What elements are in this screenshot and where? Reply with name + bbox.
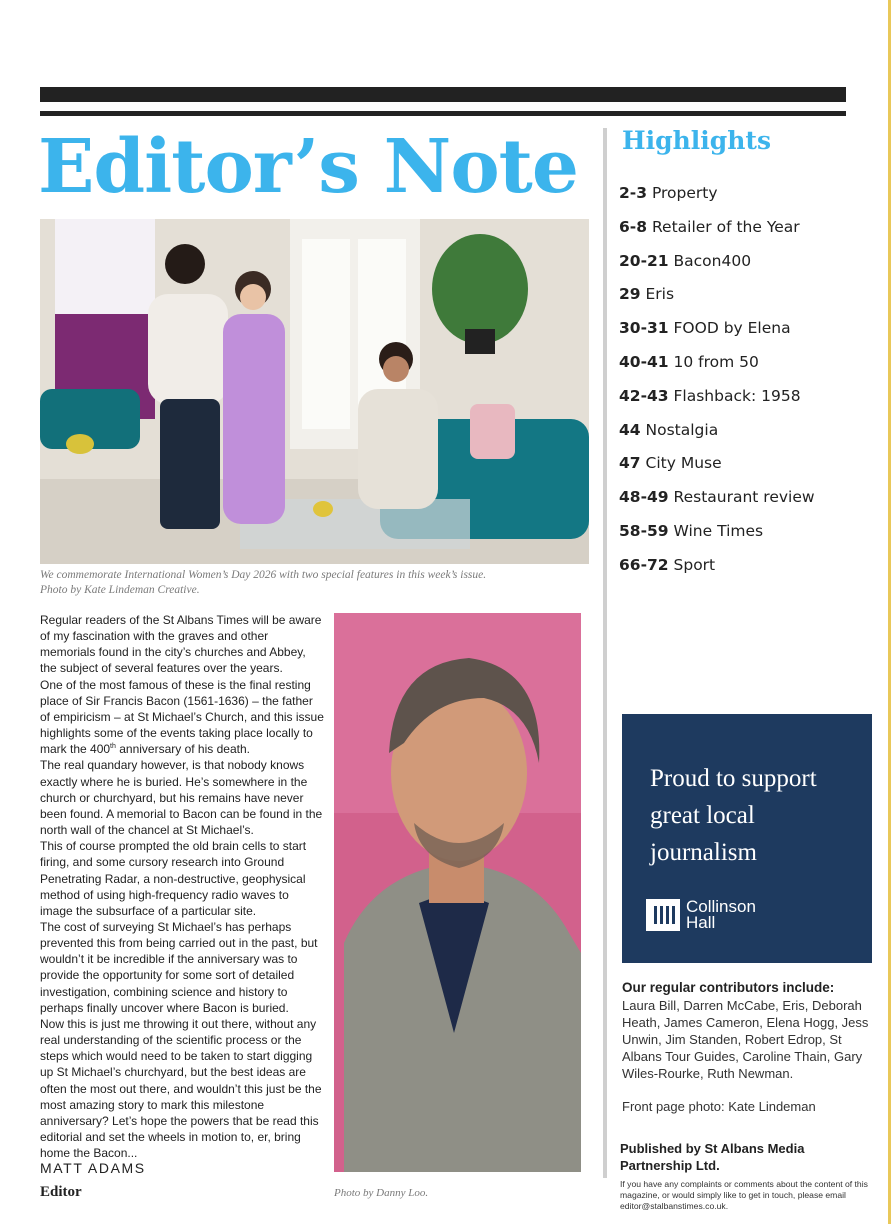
photo-caption [40,568,580,598]
columns-logo-icon [646,899,680,931]
header-rule-thick [40,87,846,102]
highlight-pages: 6-8 [619,217,648,236]
photo-caption-credit: Photo by Kate Lindeman Creative. [40,584,200,596]
highlight-pages: 44 [619,420,641,439]
highlight-label: Restaurant review [673,488,815,507]
paragraph-text: One of the most famous of these is the final resting place of Sir Francis Bacon (1561-1636) – the father of empiricism – at St Michael’s Church, and this issue highlights some of the events taking place locally to mark the 400 [40,677,324,757]
advert-logo-name [686,899,756,931]
highlight-item[interactable] [619,181,815,215]
highlight-pages: 30-31 [619,319,669,338]
highlight-item[interactable] [619,249,815,283]
event-photo-illustration [40,219,589,564]
collinson-hall-advert[interactable] [622,714,872,963]
contributors-heading: Our regular contributors include: [622,980,835,995]
highlight-pages: 20-21 [619,251,669,270]
highlight-item[interactable] [619,553,815,587]
highlight-label: City Muse [645,454,722,473]
highlight-label: Bacon400 [673,251,752,270]
highlight-label: Eris [645,285,675,304]
header-rule-thin [40,111,846,116]
highlight-pages: 47 [619,454,641,473]
highlight-pages: 42-43 [619,386,669,405]
paragraph [40,677,324,758]
highlight-label: Retailer of the Year [651,217,800,236]
highlight-item[interactable] [619,350,815,384]
portrait-credit: Photo by Danny Loo. [334,1187,429,1199]
highlight-label: Nostalgia [645,420,719,439]
logo-line: Collinson [686,897,756,916]
highlight-item[interactable] [619,418,815,452]
highlight-label: Wine Times [673,521,764,540]
publisher-name: Published by St Albans Media Partnership Ltd. [620,1141,805,1173]
editorial-body [40,612,324,1161]
highlight-label: FOOD by Elena [673,319,791,338]
logo-line: Hall [686,913,716,932]
paragraph: The real quandary however, is that nobody knows exactly where he is buried. He’s somewhere in the church or churchyard, but his remains have never been found. A memorial to Bacon can be found in the north wall of the chancel at St Michael’s. [40,758,323,838]
highlight-label: Sport [673,555,716,574]
highlight-item[interactable] [619,519,815,553]
highlight-label: Property [651,184,718,202]
highlight-pages: 66-72 [619,555,669,574]
highlight-item[interactable] [619,215,815,249]
paragraph: The cost of surveying St Michael’s has perhaps prevented this from being carried out in the past, but wouldn’t it be incredible if the anniversary was to provide the opportunity for some sort of detailed investigation, combining science and history to perhaps finally uncover where Bacon is buried. [40,919,318,1015]
highlight-pages: 48-49 [619,488,669,507]
highlight-pages: 58-59 [619,521,669,540]
highlights-list [619,181,815,587]
column-divider [603,128,607,1178]
event-photo [40,219,589,564]
author-name: MATT ADAMS [40,1160,146,1176]
highlight-item[interactable] [619,451,815,485]
contributors-list: Laura Bill, Darren McCabe, Eris, Deborah Heath, James Cameron, Elena Hogg, Jess Unwin, Jim Standen, Robert Edrop, St Albans Tour Guides, Caroline Thain, Gary Wiles-Rourke, Ruth Newman. [622,998,869,1081]
author-role: Editor [40,1184,82,1200]
ordinal-suffix: th [110,743,116,751]
paragraph: Regular readers of the St Albans Times will be aware of my fascination with the graves and other memorials found in the city’s churches and Abbey, the subject of several features over the years. [40,613,322,676]
highlight-item[interactable] [619,282,815,316]
highlight-label: Flashback: 1958 [673,386,801,405]
paragraph: This of course prompted the old brain cells to start firing, and some cursory research into Ground Penetrating Radar, a non-destructive, geophysical method of using high-frequency radio waves to image the subsurface of a particular site. [40,839,307,918]
advert-text: Proud to support great local journalism [650,765,817,866]
front-page-photo-credit: Front page photo: Kate Lindeman [622,1099,816,1114]
highlight-pages: 2-3 [619,184,648,202]
highlight-item[interactable] [619,384,815,418]
editor-portrait [334,613,581,1172]
editor-portrait-illustration [334,613,581,1172]
page-title: Editor’s Note [38,124,578,210]
highlight-pages: 40-41 [619,352,669,371]
photo-caption-text: We commemorate International Women’s Day 2026 with two special features in this week’s issue. [40,569,487,581]
paragraph-text: anniversary of his death. [115,742,250,757]
advert-logo [646,899,756,931]
highlight-item[interactable] [619,485,815,519]
highlight-pages: 29 [619,285,641,304]
highlight-item[interactable] [619,316,815,350]
highlight-label: 10 from 50 [673,352,759,371]
publisher-contact-note: If you have any complaints or comments about the content of this magazine, or would simply like to get in touch, please email editor@stalbanstimes.co.uk. [620,1179,868,1211]
paragraph: Now this is just me throwing it out there, without any real understanding of the scientific process or the steps which would need to be taken to start digging up St Michael’s churchyard, but the best ideas are often the most out there, and wouldn’t this just be the most amazing story to mark this milestone anniversary? Let’s hope the powers that be read this editorial and set the wheels in motion to, er, bring home the Bacon... [40,1016,322,1161]
highlights-title: Highlights [622,126,772,155]
